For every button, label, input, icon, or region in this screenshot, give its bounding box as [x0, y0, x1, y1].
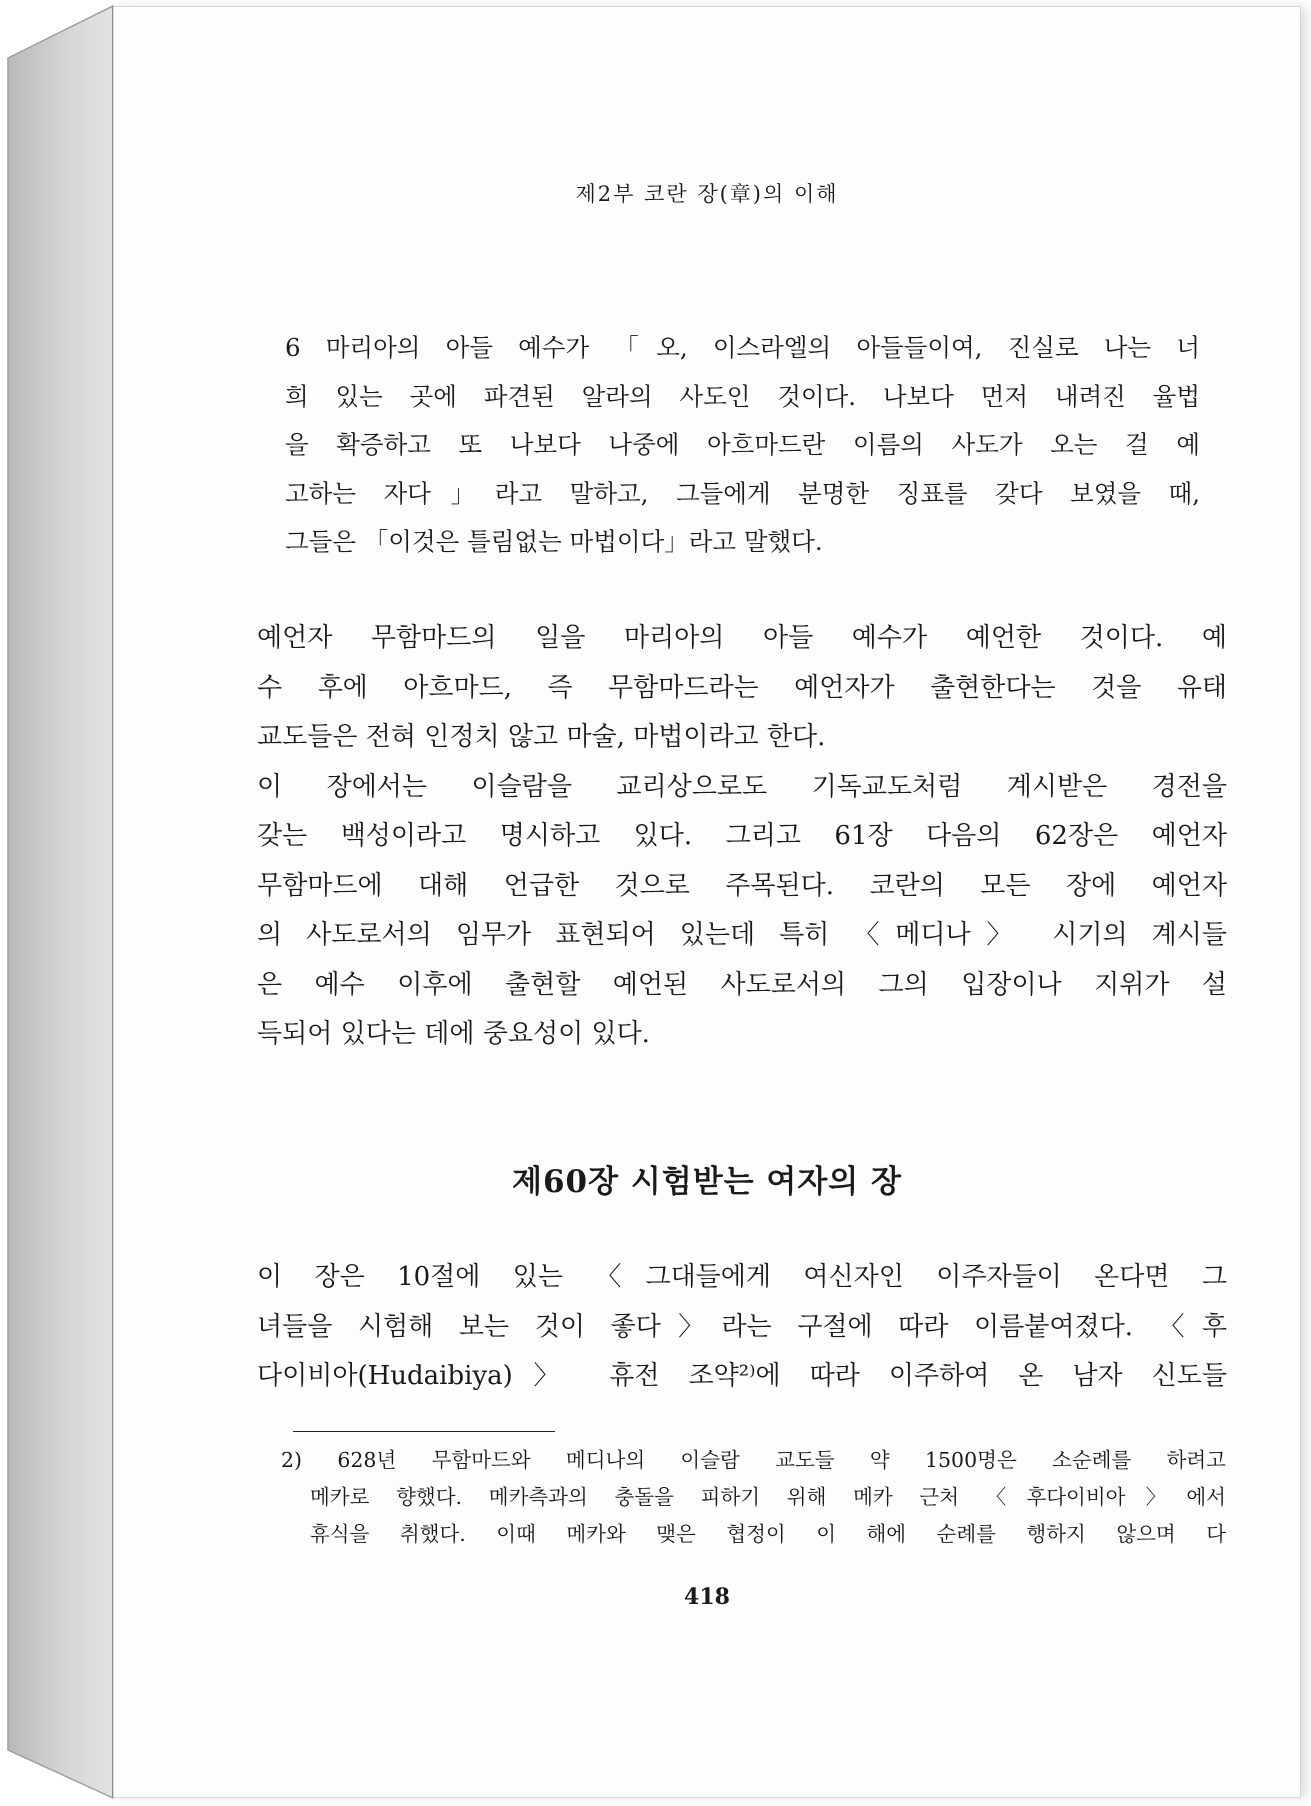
verse-line: 을 확증하고 또 나보다 나중에 아흐마드란 이름의 사도가 오는 걸 예	[285, 430, 1200, 459]
commentary-line: 예언자 무함마드의 일을 마리아의 아들 예수가 예언한 것이다. 예	[257, 623, 1227, 653]
commentary-line: 수 후에 아흐마드, 즉 무함마드라는 예언자가 출현한다는 것을 유태	[257, 672, 1227, 703]
running-head: 제2부 코란 장(章)의 이해	[575, 182, 839, 206]
intro-line: 녀들을 시험해 보는 것이 좋다〉라는 구절에 따라 이름붙여졌다. 〈후	[257, 1311, 1227, 1342]
verse-line: 고하는 자다」라고 말하고, 그들에게 분명한 징표를 갖다 보였을 때,	[285, 478, 1200, 508]
commentary-line: 은 예수 이후에 출현할 예언된 사도로서의 그의 입장이나 지위가 설	[257, 969, 1227, 1000]
commentary-line: 교도들은 전혀 인정치 않고 마술, 마법이라고 한다.	[257, 722, 826, 752]
footnote-divider	[293, 1431, 555, 1432]
commentary-line: 이 장에서는 이슬람을 교리상으로도 기독교도처럼 계시받은 경전을	[257, 771, 1227, 802]
chapter-title: 제60장 시험받는 여자의 장	[512, 1164, 902, 1200]
page-number: 418	[684, 1584, 730, 1610]
verse-line: 그들은 「이것은 틀림없는 마법이다」라고 말했다.	[285, 527, 823, 556]
book-page	[113, 6, 1301, 1798]
commentary-line: 무함마드에 대해 언급한 것으로 주목된다. 코란의 모든 장에 예언자	[257, 870, 1227, 901]
intro-line: 이 장은 10절에 있는 〈그대들에게 여신자인 이주자들이 온다면 그	[257, 1262, 1227, 1292]
intro-line: 다이비아(Hudaibiya)〉 휴전 조약²⁾에 따라 이주하여 온 남자 신도들	[257, 1361, 1227, 1391]
commentary-line: 갖는 백성이라고 명시하고 있다. 그리고 61장 다음의 62장은 예언자	[257, 821, 1227, 851]
verse-line: 6 마리아의 아들 예수가 「오, 이스라엘의 아들들이여, 진실로 나는 너	[285, 333, 1200, 362]
commentary-line: 득되어 있다는 데에 중요성이 있다.	[257, 1019, 650, 1049]
footnote-line: 2) 628년 무함마드와 메디나의 이슬람 교도들 약 1500명은 소순례를 하려고	[281, 1448, 1226, 1472]
verse-line: 희 있는 곳에 파견된 알라의 사도인 것이다. 나보다 먼저 내려진 율법	[285, 381, 1200, 411]
footnote-line: 메카로 향했다. 메카측과의 충돌을 피하기 위해 메카 근처 〈후다이비아〉에서	[310, 1485, 1226, 1509]
footnote-2	[281, 1442, 1226, 1553]
commentary-paragraphs	[257, 614, 1227, 1060]
footnote-line: 휴식을 취했다. 이때 메카와 맺은 협정이 이 해에 순례를 행하지 않으며 다	[310, 1522, 1226, 1546]
commentary-line: 의 사도로서의 임무가 표현되어 있는데 특히 〈메디나〉 시기의 계시들	[257, 920, 1227, 950]
chapter-intro	[257, 1253, 1227, 1402]
verse-6	[285, 324, 1200, 567]
